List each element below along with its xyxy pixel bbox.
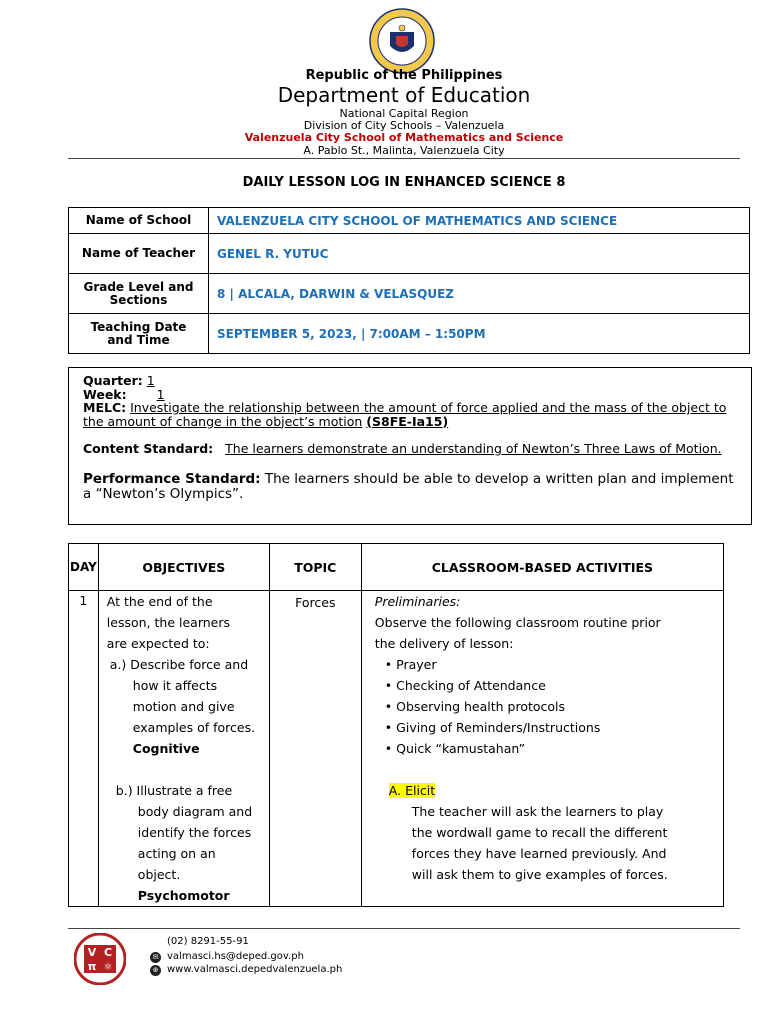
day-header: DAY [69, 544, 99, 591]
routine-item: • Checking of Attendance [384, 678, 546, 693]
melc-label: MELC: [83, 400, 127, 415]
quarter-value: 1 [146, 373, 155, 388]
elicit-label: A. Elicit [388, 783, 436, 798]
division-text: Division of City Schools – Valenzuela [303, 119, 505, 132]
routine-item: • Observing health protocols [384, 699, 566, 714]
routine-item-text: Observing health protocols [396, 699, 566, 714]
footer-divider [68, 928, 740, 929]
globe-icon: ⊕ [150, 965, 161, 976]
school-address-text: A. Pablo St., Malinta, Valenzuela City [303, 144, 505, 157]
info-value: 8 | ALCALA, DARWIN & VELASQUEZ [209, 274, 750, 314]
department-heading: Department of Education [277, 83, 531, 107]
content-standard-line [83, 442, 737, 456]
logo-letter: ⚛ [103, 962, 113, 973]
standards-box [68, 367, 752, 525]
info-label: Grade Level and Sections [69, 274, 209, 314]
school-info-table [68, 207, 750, 354]
info-label: Teaching Date and Time [69, 314, 209, 354]
routine-item: • Giving of Reminders/Instructions [384, 720, 601, 735]
objective-a-line: a.) Describe force and [109, 657, 249, 672]
objective-a-line: motion and give [132, 699, 235, 714]
objectives-intro-line: are expected to: [106, 636, 210, 651]
elicit-text-line: will ask them to give examples of forces. [411, 867, 668, 882]
objectives-intro-line: At the end of the [106, 594, 213, 609]
activities-header-row [69, 544, 724, 591]
elicit-text-line: the wordwall game to recall the different [411, 825, 668, 840]
preliminaries-intro-line: the delivery of lesson: [374, 636, 514, 651]
header-divider [68, 158, 740, 159]
activities-table [68, 543, 724, 907]
topic-header: TOPIC [269, 544, 361, 591]
deped-seal-logo [369, 8, 435, 74]
info-value: VALENZUELA CITY SCHOOL OF MATHEMATICS AND SCIENCE [209, 208, 750, 234]
objective-b-line: object. [137, 867, 181, 882]
info-label: Name of Teacher [69, 234, 209, 274]
objective-b-line: acting on an [137, 846, 216, 861]
logo-letter: π [87, 960, 97, 973]
objective-a-line: how it affects [132, 678, 218, 693]
footer-website[interactable]: www.valmasci.depedvalenzuela.ph [167, 964, 343, 975]
activity-spacer [375, 759, 715, 780]
objectives-header: OBJECTIVES [98, 544, 269, 591]
quarter-label: Quarter: [83, 373, 143, 388]
objective-a-domain: Cognitive [132, 741, 200, 756]
email-icon: ✉ [150, 952, 161, 963]
activity-row [69, 591, 724, 907]
objectives-intro-line: lesson, the learners [106, 615, 230, 630]
preliminaries-intro-line: Observe the following classroom routine prior [374, 615, 661, 630]
week-line [83, 388, 737, 402]
activities-cell [361, 591, 723, 907]
content-standard-label: Content Standard: [83, 441, 214, 456]
info-row-school [69, 208, 750, 234]
quarter-line [83, 374, 737, 388]
document-title: DAILY LESSON LOG IN ENHANCED SCIENCE 8 [242, 175, 566, 190]
logo-letter: V [87, 946, 97, 959]
info-value: GENEL R. YUTUC [209, 234, 750, 274]
topic-cell [269, 591, 361, 907]
school-logo [74, 933, 126, 985]
routine-item-text: Checking of Attendance [396, 678, 546, 693]
school-name-text: Valenzuela City School of Mathematics and Science [244, 131, 564, 144]
routine-item: • Prayer [384, 657, 437, 672]
performance-standard-line [83, 472, 737, 502]
info-row-teacher [69, 234, 750, 274]
week-value: 1 [156, 386, 165, 402]
info-value: SEPTEMBER 5, 2023, | 7:00AM – 1:50PM [209, 314, 750, 354]
objectives-cell [98, 591, 269, 907]
info-row-grade [69, 274, 750, 314]
routine-item-text: Prayer [396, 657, 437, 672]
objective-b-line: identify the forces [137, 825, 252, 840]
footer-phone: (02) 8291-55-91 [167, 936, 249, 947]
footer-email[interactable]: valmasci.hs@deped.gov.ph [167, 951, 304, 962]
week-label: Week: [83, 386, 127, 402]
topic-text: Forces [295, 595, 336, 610]
performance-standard-label: Performance Standard: [83, 470, 261, 487]
activities-header: CLASSROOM-BASED ACTIVITIES [361, 544, 723, 591]
content-standard-text: The learners demonstrate an understanding of Newton’s Three Laws of Motion. [225, 441, 722, 456]
objective-b-domain: Psychomotor [137, 888, 230, 903]
region-text: National Capital Region [339, 107, 469, 120]
republic-heading: Republic of the Philippines [305, 68, 503, 83]
routine-item-text: Quick “kamustahan” [396, 741, 526, 756]
objective-b-line: b.) Illustrate a free [115, 783, 233, 798]
performance-standard-text: The learners should be able to develop a written plan and implement a “Newton’s Olympics”. [83, 470, 734, 502]
routine-item-text: Giving of Reminders/Instructions [396, 720, 601, 735]
logo-letter: C [103, 946, 113, 959]
info-row-date [69, 314, 750, 354]
objective-a-line: examples of forces. [132, 720, 256, 735]
elicit-text-line: forces they have learned previously. And [411, 846, 667, 861]
day-cell: 1 [69, 591, 99, 907]
melc-text: Investigate the relationship between the amount of force applied and the mass of the object to the amount of change in the object’s motion [83, 400, 727, 429]
objective-spacer [107, 759, 265, 780]
objective-b-line: body diagram and [137, 804, 253, 819]
routine-item: • Quick “kamustahan” [384, 741, 526, 756]
elicit-heading [375, 780, 715, 801]
preliminaries-label: Preliminaries: [374, 594, 461, 609]
melc-code: (S8FE-Ia15) [366, 413, 449, 429]
elicit-text-line: The teacher will ask the learners to play [411, 804, 664, 819]
melc-line [83, 401, 737, 428]
info-label: Name of School [69, 208, 209, 234]
